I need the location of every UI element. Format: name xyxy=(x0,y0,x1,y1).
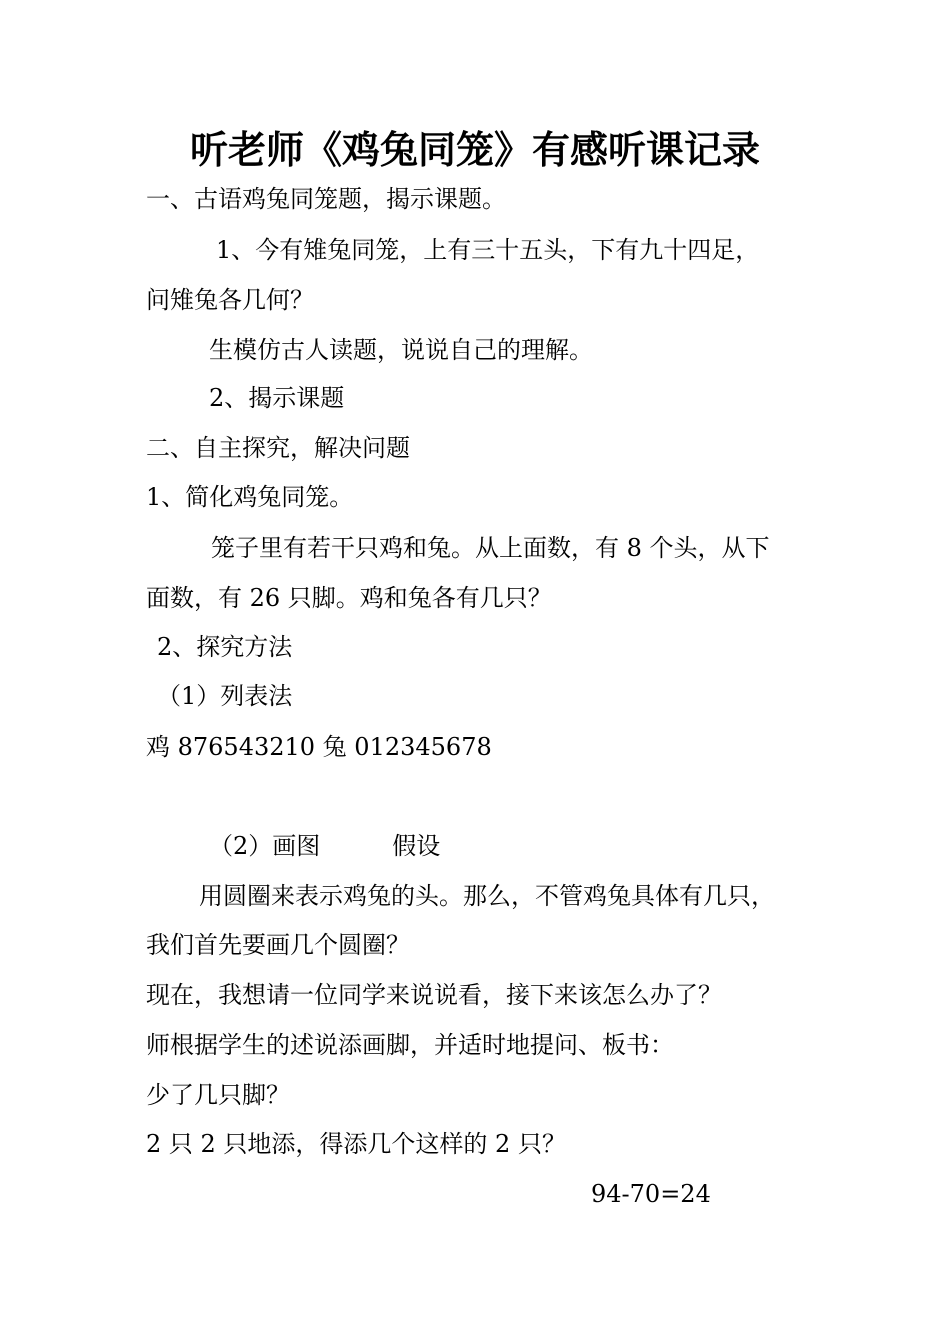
paragraph-line: 问雉兔各几何？ xyxy=(146,286,314,314)
paragraph-line: （2）画图 假设 xyxy=(209,832,441,860)
paragraph-line: 少了几只脚？ xyxy=(146,1081,290,1109)
document-title: 听老师《鸡兔同笼》有感听课记录 xyxy=(189,128,760,172)
paragraph-line: 师根据学生的述说添画脚，并适时地提问、板书： xyxy=(146,1031,674,1059)
equation-line: 94-70=24 xyxy=(591,1180,711,1208)
paragraph-line: 生模仿古人读题，说说自己的理解。 xyxy=(209,336,593,364)
paragraph-line: 2、探究方法 xyxy=(157,633,293,661)
paragraph-line: 1、今有雉兔同笼，上有三十五头，下有九十四足， xyxy=(216,236,760,264)
paragraph-line: 2 只 2 只地添，得添几个这样的 2 只？ xyxy=(146,1130,566,1158)
paragraph-line: 鸡 876543210 兔 012345678 xyxy=(146,733,492,761)
section-heading-1: 一、古语鸡兔同笼题，揭示课题。 xyxy=(146,185,506,213)
paragraph-line: 笼子里有若干只鸡和兔。从上面数，有 8 个头，从下 xyxy=(211,534,770,562)
paragraph-line: 我们首先要画几个圆圈？ xyxy=(146,931,410,959)
paragraph-line: 2、揭示课题 xyxy=(209,384,345,412)
paragraph-line: （1）列表法 xyxy=(157,682,293,710)
paragraph-line: 1、简化鸡兔同笼。 xyxy=(146,483,354,511)
section-heading-2: 二、自主探究，解决问题 xyxy=(146,434,410,462)
paragraph-line: 现在，我想请一位同学来说说看，接下来该怎么办了？ xyxy=(146,981,722,1009)
paragraph-line: 面数，有 26 只脚。鸡和兔各有几只？ xyxy=(146,584,552,612)
paragraph-line: 用圆圈来表示鸡兔的头。那么，不管鸡兔具体有几只， xyxy=(199,882,775,910)
